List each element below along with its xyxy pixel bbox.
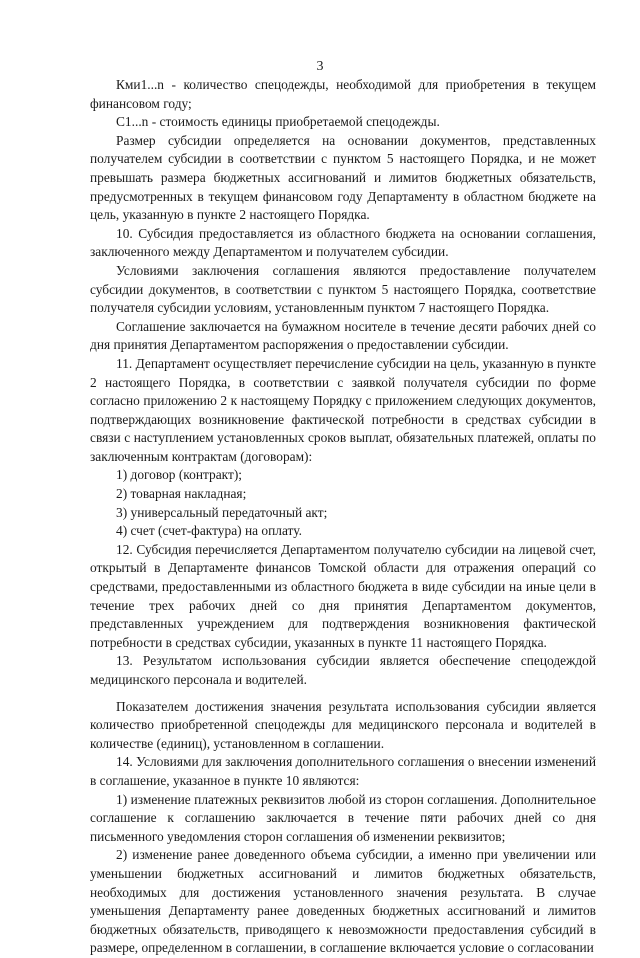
paragraph-item-10: 10. Субсидия предоставляется из областного бюджета на основании соглашения, заключенного между Департаментом и получателем субсидии. (90, 225, 596, 260)
paragraph-item-13: 13. Результатом использования субсидии является обеспечение спецодеждой медицинского персонала и водителей. (90, 653, 596, 687)
paragraph-c-definition: С1...n - стоимость единицы приобретаемой спецодежды. (116, 114, 440, 130)
paragraph-indicator: Показателем достижения значения результата использования субсидии является количество приобретенной спецодежды для медицинского персонала и водителей в количестве (единиц), установленном в соглашении. (90, 698, 596, 751)
paragraph-item-11: 11. Департамент осуществляет перечисление субсидии на цель, указанную в пункте 2 настоящего Порядка, в соответствии с заявкой получателя субсидии по форме согласно приложению 2 к настоящему Порядку с приложением следующих документов, подтверждающих возникновение фактической потребности в средствах субсидии в связи с наступлением установленных сроков выплат, обязательных платежей, оплаты по заключенным контрактам (договорам): (90, 355, 596, 464)
paragraph-item-14: 14. Условиями для заключения дополнительного соглашения о внесении изменений в соглашение, указанное в пункте 10 являются: (90, 754, 596, 788)
paragraph-doc-3: 3) универсальный передаточный акт; (116, 504, 328, 520)
paragraph-kmi-definition: Кми1...n - количество спецодежды, необходимой для приобретения в текущем финансовом году; (90, 77, 596, 111)
paragraph-doc-2: 2) товарная накладная; (116, 486, 247, 502)
paragraph-agreement-term: Соглашение заключается на бумажном носителе в течение десяти рабочих дней со дня принятия Департаментом распоряжения о предоставлении субсидии. (90, 318, 596, 353)
paragraph-subsidy-size: Размер субсидии определяется на основании документов, представленных получателем субсидии в соответствии с пунктом 5 настоящего Порядка, и не может превышать размера бюджетных ассигнований и лимитов бюджетных обязательств, предусмотренных в текущем финансовом году Департаменту в областном бюджете на цель, указанную в пункте 2 настоящего Порядка. (90, 132, 596, 223)
paragraph-conditions: Условиями заключения соглашения являются предоставление получателем субсидии документов, в соответствии с пунктом 5 настоящего Порядка, соответствие получателя субсидии условиям, установленным пунктом 7 настоящего Порядка. (90, 262, 596, 316)
document-body (90, 76, 596, 958)
paragraph-item-12: 12. Субсидия перечисляется Департаментом получателю субсидии на лицевой счет, открытый в Департаменте финансов Томской области для отражения операций со средствами, предоставленными из областного бюджета в виде субсидии на иные цели в течение трех рабочих дней со дня принятия Департаментом документов, представленных учреждением для подтверждения возникновения фактической потребности в средствах субсидии, указанных в пункте 11 настоящего Порядка. (90, 541, 596, 650)
page-number: 3 (316, 59, 324, 74)
paragraph-cond-2: 2) изменение ранее доведенного объема субсидии, а именно при увеличении или уменьшении бюджетных ассигнований и лимитов бюджетных обязательств, необходимых для достижения установленного значения результата. В случае уменьшения Департаменту ранее доведенных бюджетных ассигнований и лимитов бюджетных обязательств, приводящего к невозможности предоставления субсидий в размере, определенном в соглашении, в соглашение включается условие о согласовании (90, 847, 596, 956)
paragraph-cond-1: 1) изменение платежных реквизитов любой из сторон соглашения. Дополнительное соглашение к соглашению заключается в течение пяти рабочих дней со дня письменного уведомления сторон соглашения об изменении реквизитов; (90, 791, 596, 844)
paragraph-doc-1: 1) договор (контракт); (116, 467, 242, 483)
paragraph-doc-4: 4) счет (счет-фактура) на оплату. (116, 523, 302, 539)
